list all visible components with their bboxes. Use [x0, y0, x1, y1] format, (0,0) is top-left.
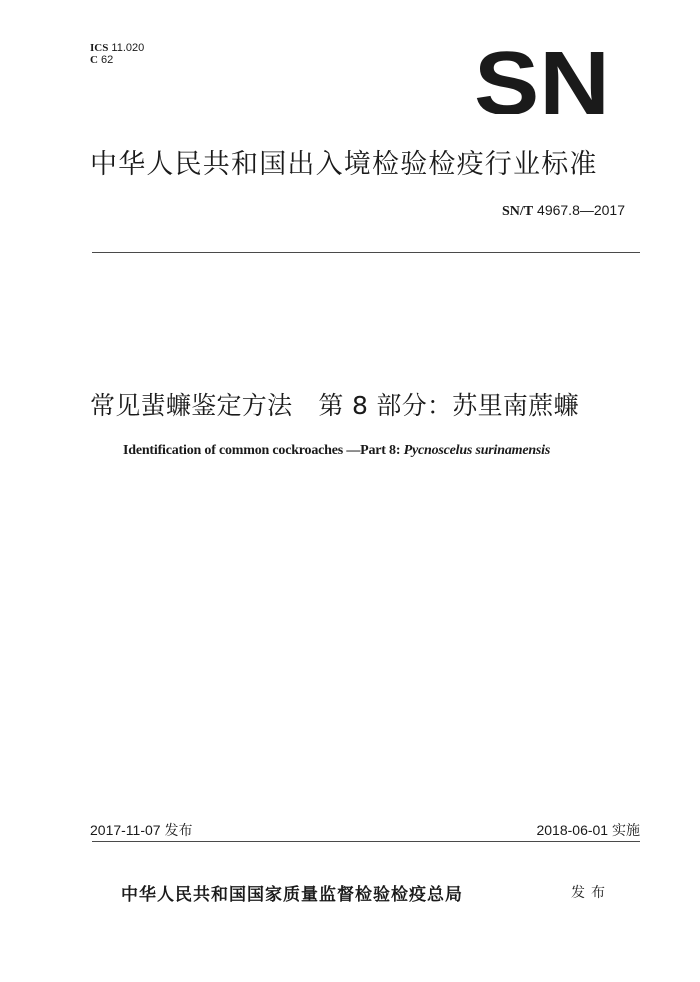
standard-prefix: SN/T	[502, 204, 534, 219]
ccs-label: C	[90, 54, 98, 66]
publish-date: 2017-11-07 发布	[90, 822, 193, 838]
sn-logo	[474, 48, 610, 114]
ics-label: ICS	[90, 42, 109, 54]
species-name: Pycnoscelus surinamensis	[403, 443, 551, 458]
classification-codes	[90, 42, 144, 66]
top-divider	[92, 252, 640, 253]
sn-logo-text: SN	[474, 48, 610, 114]
ics-code: ICS 11.020	[90, 42, 145, 54]
implement-date: 2018-06-01 实施	[536, 822, 640, 838]
ccs-code: C 62	[90, 54, 114, 66]
issue-label: 发布	[571, 885, 611, 901]
english-title	[123, 443, 550, 459]
industry-standard-title: 中华人民共和国出入境检验检疫行业标准	[90, 149, 598, 180]
document-title-part: 第 8 部分：苏里南蔗蠊	[318, 391, 579, 420]
document-title-main: 常见蜚蠊鉴定方法	[90, 391, 293, 420]
standard-code: 4967.8—2017	[537, 202, 625, 218]
bottom-divider	[92, 841, 640, 842]
issuing-authority: 中华人民共和国国家质量监督检验检疫总局	[121, 885, 463, 905]
english-title-text: Identification of common cockroaches —Part 8:	[123, 443, 404, 458]
document-title	[90, 386, 579, 422]
standard-number	[502, 202, 625, 220]
